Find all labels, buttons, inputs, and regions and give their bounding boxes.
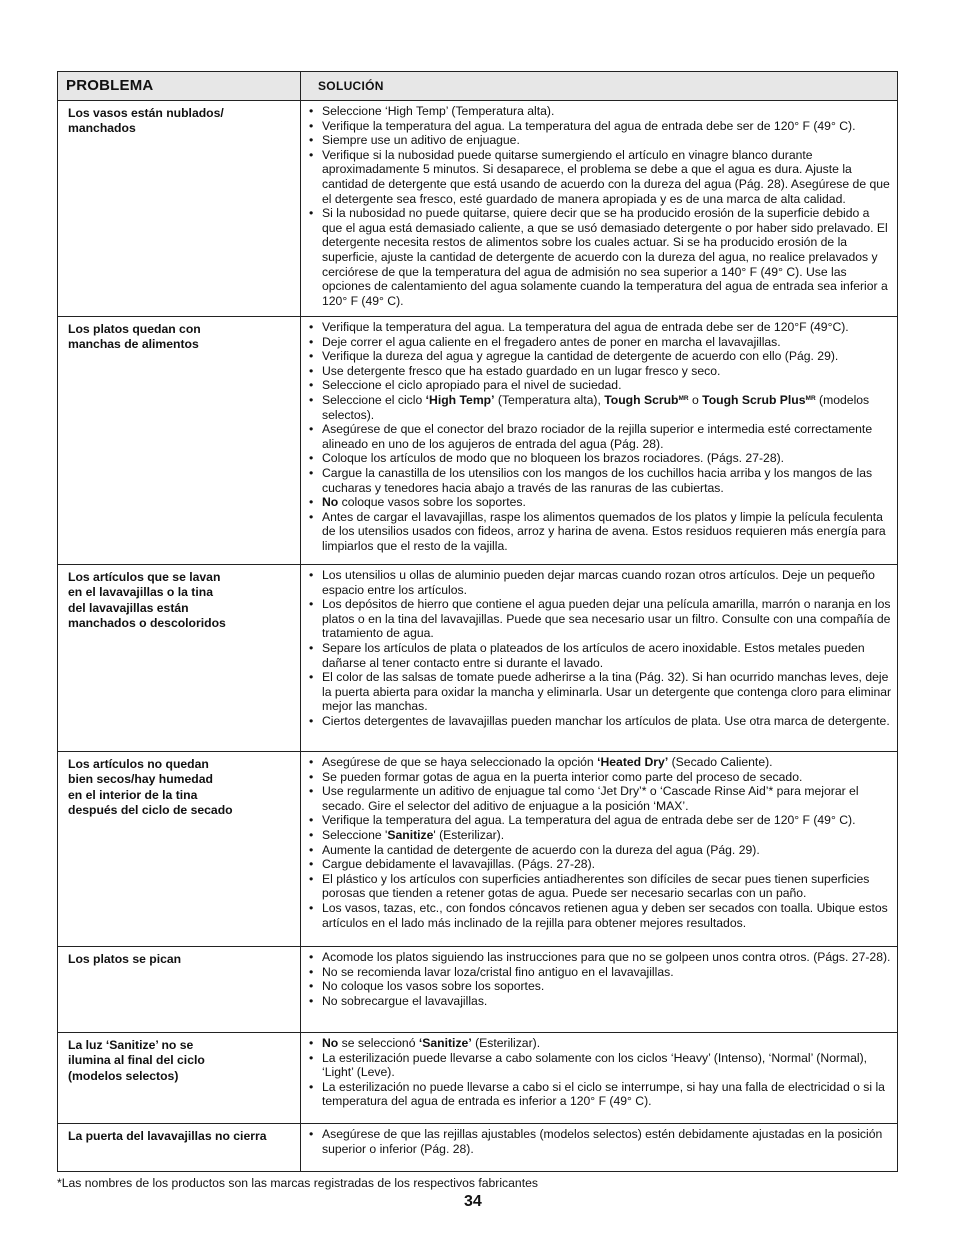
- solution-cell: [301, 101, 897, 316]
- table-row: [58, 565, 897, 752]
- solution-item: • Deje correr el agua caliente en el fregadero antes de poner en marcha el lavavajillas.: [307, 335, 893, 350]
- problem-cell: La puerta del lavavajillas no cierra: [58, 1124, 301, 1171]
- solution-item: • Acomode los platos siguiendo las instrucciones para que no se golpeen unos contra otros. (Págs. 27-28).: [307, 950, 893, 965]
- table-row: [58, 947, 897, 1033]
- solution-item: • No coloque los vasos sobre los soportes.: [307, 979, 893, 994]
- problem-cell: Los platos quedan con manchas de alimentos: [58, 317, 301, 564]
- solution-list: [307, 104, 893, 308]
- solution-cell: [301, 752, 897, 946]
- header-problem: PROBLEMA: [58, 72, 301, 100]
- solution-cell: [301, 1033, 897, 1123]
- table-header: [58, 72, 897, 101]
- solution-item: • Aumente la cantidad de detergente de acuerdo con la dureza del agua (Pág. 29).: [307, 843, 893, 858]
- problem-cell: Los vasos están nublados/ manchados: [58, 101, 301, 316]
- solution-item: • Los utensilios u ollas de aluminio pueden dejar marcas cuando rozan otros artículos. Deje un pequeño espacio entre los artículos.: [307, 568, 893, 597]
- solution-item: • No coloque vasos sobre los soportes.: [307, 495, 893, 510]
- solution-item: • No se seleccionó ‘Sanitize’ (Esterilizar).: [307, 1036, 893, 1051]
- solution-item: • El color de las salsas de tomate puede adherirse a la tina (Pág. 32). Si han ocurrido manchas leves, deje la puerta abierta para oxidar la mancha y eliminarla. Usar un detergente que contenga cloro para eliminar mejor las manchas.: [307, 670, 893, 714]
- table-row: [58, 101, 897, 317]
- solution-item: • Antes de cargar el lavavajillas, raspe los alimentos quemados de los platos y limpie la película feculenta de los utensilios usados con fideos, arroz y harina de avena. Estos residuos requieren más energía para limpiarlos que el resto de la vajilla.: [307, 510, 893, 554]
- header-solution: SOLUCIÓN: [318, 79, 384, 93]
- solution-cell: [301, 565, 897, 751]
- solution-item: • Seleccione el ciclo apropiado para el nivel de suciedad.: [307, 378, 893, 393]
- problem-cell: Los platos se pican: [58, 947, 301, 1032]
- solution-item: • Si la nubosidad no puede quitarse, quiere decir que se ha producido erosión de la superficie debido a que el agua está demasiado caliente, a que se usó demasiado detergente o por haber sido prelavado. El detergente necesita restos de alimentos sobre los cuales actuar. Si se ha producido erosión de la superficie, ajuste la cantidad de detergente de acuerdo con la dureza del agua, no realice prelavados y cerciórese de que la temperatura del agua de admisión no sea superior a 140° F (49° C). Use las opciones de calentamiento del agua solamente cuando la temperatura del agua de entrada sea inferior a 120° F (49° C).: [307, 206, 893, 308]
- solution-item: • Los vasos, tazas, etc., con fondos cóncavos retienen agua y deben ser secados con toalla. Ubique estos artículos en el lado más inclinado de la rejilla para obtener mejores resultados.: [307, 901, 893, 930]
- solution-list: [307, 568, 893, 729]
- solution-item: • Seleccione 'Sanitize' (Esterilizar).: [307, 828, 893, 843]
- solution-list: [307, 950, 893, 1008]
- solution-cell: [301, 317, 897, 564]
- solution-item: • La esterilización no puede llevarse a cabo si el ciclo se interrumpe, si hay una falla de electricidad o si la temperatura del agua de entrada es inferior a 120° F (49° C).: [307, 1080, 893, 1109]
- solution-item: • Cargue la canastilla de los utensilios con los mangos de los cuchillos hacia arriba y los mangos de las cucharas y tenedores hacia abajo a través de las ranuras de las cubiertas.: [307, 466, 893, 495]
- solution-item: • Cargue debidamente el lavavajillas. (Págs. 27-28).: [307, 857, 893, 872]
- solution-cell: [301, 1124, 897, 1171]
- solution-item: • Verifique la dureza del agua y agregue la cantidad de detergente de acuerdo con ello (Pág. 29).: [307, 349, 893, 364]
- solution-item: • Seleccione el ciclo ‘High Temp’ (Temperatura alta), Tough Scrub$^{MR}$ o Tough Scrub Plus$^{MR}$ (modelos selectos).: [307, 393, 893, 422]
- problem-cell: Los artículos no quedan bien secos/hay humedad en el interior de la tina después del ciclo de secado: [58, 752, 301, 946]
- solution-item: • Coloque los artículos de modo que no bloqueen los brazos rociadores. (Págs. 27-28).: [307, 451, 893, 466]
- solution-list: [307, 320, 893, 554]
- solution-item: • Se pueden formar gotas de agua en la puerta interior como parte del proceso de secado.: [307, 770, 893, 785]
- problem-cell: La luz ‘Sanitize’ no se ilumina al final del ciclo (modelos selectos): [58, 1033, 301, 1123]
- solution-item: • Separe los artículos de plata o plateados de los artículos de acero inoxidable. Estos metales pueden dañarse al tener contacto entre si durante el lavado.: [307, 641, 893, 670]
- table-row: [58, 317, 897, 565]
- footnote: *Las nombres de los productos son las marcas registradas de los respectivos fabricantes: [57, 1176, 538, 1190]
- solution-item: • Asegúrese de que las rejillas ajustables (modelos selectos) estén debidamente ajustadas en la posición superior o inferior (Pág. 28).: [307, 1127, 893, 1156]
- table-row: [58, 752, 897, 947]
- table-row: [58, 1124, 897, 1171]
- solution-cell: [301, 947, 897, 1032]
- solution-item: • Asegúrese de que se haya seleccionado la opción ‘Heated Dry’ (Secado Caliente).: [307, 755, 893, 770]
- solution-list: [307, 1127, 893, 1156]
- solution-item: • Verifique la temperatura del agua. La temperatura del agua de entrada debe ser de 120°F (49°C).: [307, 320, 893, 335]
- solution-item: • El plástico y los artículos con superficies antiadherentes son difíciles de secar pues tienen superficies porosas que tienden a retener gotas de agua. Puede ser necesario secarlas con un paño.: [307, 872, 893, 901]
- solution-item: • Seleccione ‘High Temp’ (Temperatura alta).: [307, 104, 893, 119]
- problem-cell: Los artículos que se lavan en el lavavajillas o la tina del lavavajillas están manchados o descoloridos: [58, 565, 301, 751]
- solution-item: • Use detergente fresco que ha estado guardado en un lugar fresco y seco.: [307, 364, 893, 379]
- solution-item: • La esterilización puede llevarse a cabo solamente con los ciclos ‘Heavy’ (Intenso), ‘Normal’ (Normal), ‘Light’ (Leve).: [307, 1051, 893, 1080]
- solution-list: [307, 755, 893, 930]
- solution-item: • No se recomienda lavar loza/cristal fino antiguo en el lavavajillas.: [307, 965, 893, 980]
- troubleshooting-table: [57, 71, 898, 1172]
- solution-list: [307, 1036, 893, 1109]
- solution-item: • Ciertos detergentes de lavavajillas pueden manchar los artículos de plata. Use otra marca de detergente.: [307, 714, 893, 729]
- solution-item: • Verifique la temperatura del agua. La temperatura del agua de entrada debe ser de 120° F (49° C).: [307, 813, 893, 828]
- solution-item: • Los depósitos de hierro que contiene el agua pueden dejar una película amarilla, marrón o naranja en los platos o en la tina del lavavajillas. Puede que sea necesario usar un filtro. Consulte con una compañía de tratamiento de agua.: [307, 597, 893, 641]
- solution-item: • Use regularmente un aditivo de enjuague tal como ‘Jet Dry’* o ‘Cascade Rinse Aid’* para mejorar el secado. Gire el selector del aditivo de enjuague a la posición ‘MAX’.: [307, 784, 893, 813]
- solution-item: • Verifique la temperatura del agua. La temperatura del agua de entrada debe ser de 120° F (49° C).: [307, 119, 893, 134]
- table-row: [58, 1033, 897, 1124]
- solution-item: • Verifique si la nubosidad puede quitarse sumergiendo el artículo en vinagre blanco durante aproximadamente 5 minutos. Si desaparece, el problema se debe a que el agua es dura. Ajuste la cantidad de detergente que está usando de acuerdo con la dureza del agua (Pág. 28). Asegúrese de que el detergente sea fresco, esté guardado de manera apropiada y es de una marca de alta calidad.: [307, 148, 893, 206]
- solution-item: • Asegúrese de que el conector del brazo rociador de la rejilla superior e intermedia esté correctamente alineado en uno de los agujeros de entrada del agua (Pág. 28).: [307, 422, 893, 451]
- solution-item: • Siempre use un aditivo de enjuague.: [307, 133, 893, 148]
- solution-item: • No sobrecargue el lavavajillas.: [307, 994, 893, 1009]
- page-number: 34: [464, 1193, 482, 1210]
